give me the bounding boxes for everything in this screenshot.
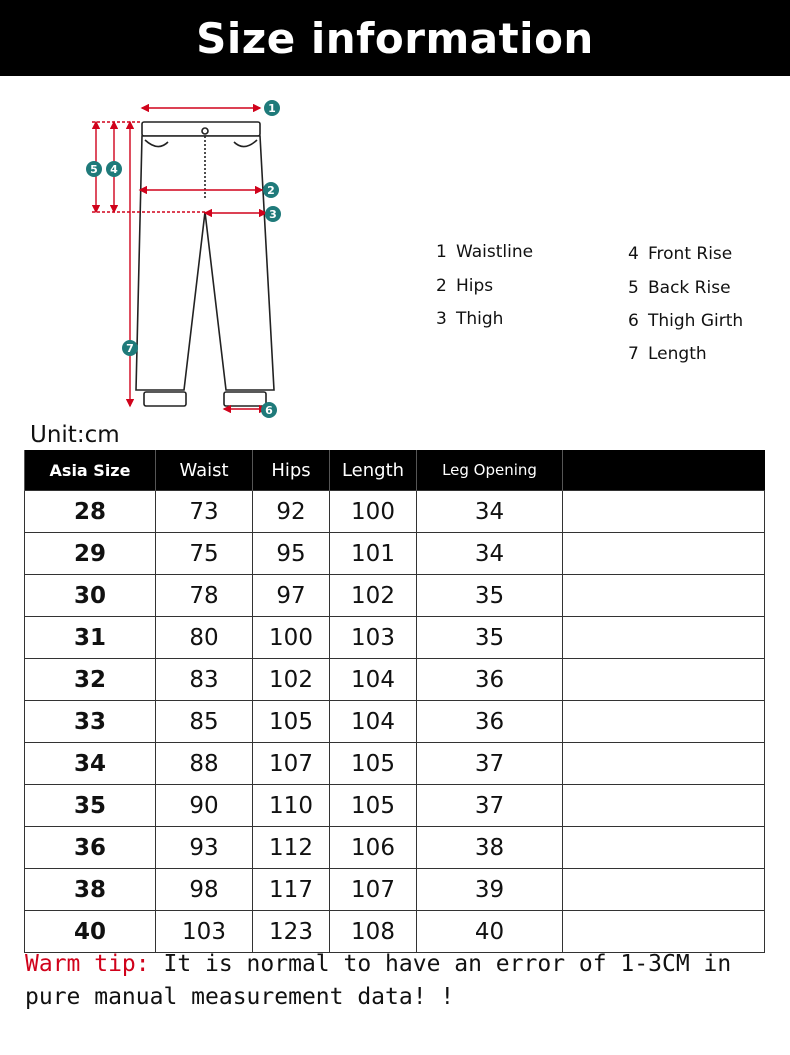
table-cell [563,911,765,953]
table-cell: 105 [330,743,417,785]
column-header: Waist [156,450,253,491]
page-title-banner [0,0,790,76]
size-cell: 34 [25,743,156,785]
warm-tip-label: Warm tip: [25,951,150,977]
table-cell [563,491,765,533]
table-row [25,827,765,869]
table-header-row [25,450,765,491]
badge-5-icon [86,161,102,177]
table-cell: 35 [417,617,563,659]
size-table [24,450,765,953]
size-cell: 38 [25,869,156,911]
column-header: Hips [253,450,330,491]
table-cell: 37 [417,785,563,827]
size-cell: 28 [25,491,156,533]
warm-tip [25,948,790,1014]
legend-item: 4 Front Rise [628,244,733,264]
table-cell: 40 [417,911,563,953]
table-cell: 88 [156,743,253,785]
table-cell: 83 [156,659,253,701]
measurement-legend [436,242,776,372]
table-row [25,491,765,533]
svg-text:7: 7 [126,342,134,355]
table-cell: 37 [417,743,563,785]
badge-2-icon [263,182,279,198]
table-cell: 75 [156,533,253,575]
table-cell: 85 [156,701,253,743]
table-cell: 102 [330,575,417,617]
table-cell: 34 [417,533,563,575]
table-cell [563,785,765,827]
table-row [25,701,765,743]
table-cell: 123 [253,911,330,953]
column-header: Leg Opening [417,450,563,491]
table-cell: 80 [156,617,253,659]
table-row [25,617,765,659]
table-cell: 95 [253,533,330,575]
pants-diagram [70,90,300,430]
badge-7-icon [122,340,138,356]
table-cell: 36 [417,659,563,701]
table-cell: 117 [253,869,330,911]
svg-text:6: 6 [265,404,273,417]
legend-item: 3 Thigh [436,309,504,329]
pants-outline [136,122,274,406]
size-cell: 35 [25,785,156,827]
badge-4-icon [106,161,122,177]
table-cell: 100 [330,491,417,533]
table-cell: 103 [330,617,417,659]
table-row [25,533,765,575]
size-cell: 30 [25,575,156,617]
table-cell: 35 [417,575,563,617]
column-header: Asia Size [25,450,156,491]
table-row [25,785,765,827]
badge-1-icon [264,100,280,116]
table-cell: 104 [330,659,417,701]
table-cell [563,533,765,575]
legend-item: 1 Waistline [436,242,534,262]
page-title: Size information [196,13,594,63]
table-cell: 78 [156,575,253,617]
table-cell: 38 [417,827,563,869]
table-row [25,743,765,785]
table-cell [563,701,765,743]
warm-tip-text: It is normal to have an error of 1-3CM in pure manual measurement data! ! [25,951,732,1010]
svg-text:1: 1 [268,102,276,115]
table-cell: 103 [156,911,253,953]
table-row [25,575,765,617]
table-cell [563,617,765,659]
table-cell [563,575,765,617]
table-cell: 104 [330,701,417,743]
table-cell: 36 [417,701,563,743]
table-cell: 92 [253,491,330,533]
table-cell: 73 [156,491,253,533]
column-header [563,450,765,491]
svg-text:2: 2 [267,184,275,197]
table-cell: 98 [156,869,253,911]
svg-text:5: 5 [90,163,98,176]
legend-item: 2 Hips [436,276,494,296]
table-cell: 107 [330,869,417,911]
table-cell: 107 [253,743,330,785]
unit-label: Unit:cm [30,422,120,448]
size-cell: 32 [25,659,156,701]
svg-text:3: 3 [269,208,277,221]
table-cell: 100 [253,617,330,659]
table-cell: 110 [253,785,330,827]
table-cell: 105 [253,701,330,743]
table-row [25,659,765,701]
table-cell: 106 [330,827,417,869]
table-cell: 102 [253,659,330,701]
size-cell: 40 [25,911,156,953]
size-cell: 31 [25,617,156,659]
legend-item: 7 Length [628,344,707,364]
size-cell: 29 [25,533,156,575]
size-cell: 33 [25,701,156,743]
badge-3-icon [265,206,281,222]
table-cell: 112 [253,827,330,869]
table-cell [563,659,765,701]
table-cell: 34 [417,491,563,533]
legend-item: 5 Back Rise [628,278,731,298]
size-cell: 36 [25,827,156,869]
table-cell [563,869,765,911]
table-row [25,911,765,953]
table-row [25,869,765,911]
table-cell: 90 [156,785,253,827]
table-cell: 93 [156,827,253,869]
column-header: Length [330,450,417,491]
table-cell [563,743,765,785]
legend-item: 6 Thigh Girth [628,311,744,331]
svg-text:4: 4 [110,163,118,176]
table-cell: 105 [330,785,417,827]
table-cell: 101 [330,533,417,575]
table-cell: 39 [417,869,563,911]
table-cell: 108 [330,911,417,953]
table-cell: 97 [253,575,330,617]
table-cell [563,827,765,869]
badge-6-icon [261,402,277,418]
